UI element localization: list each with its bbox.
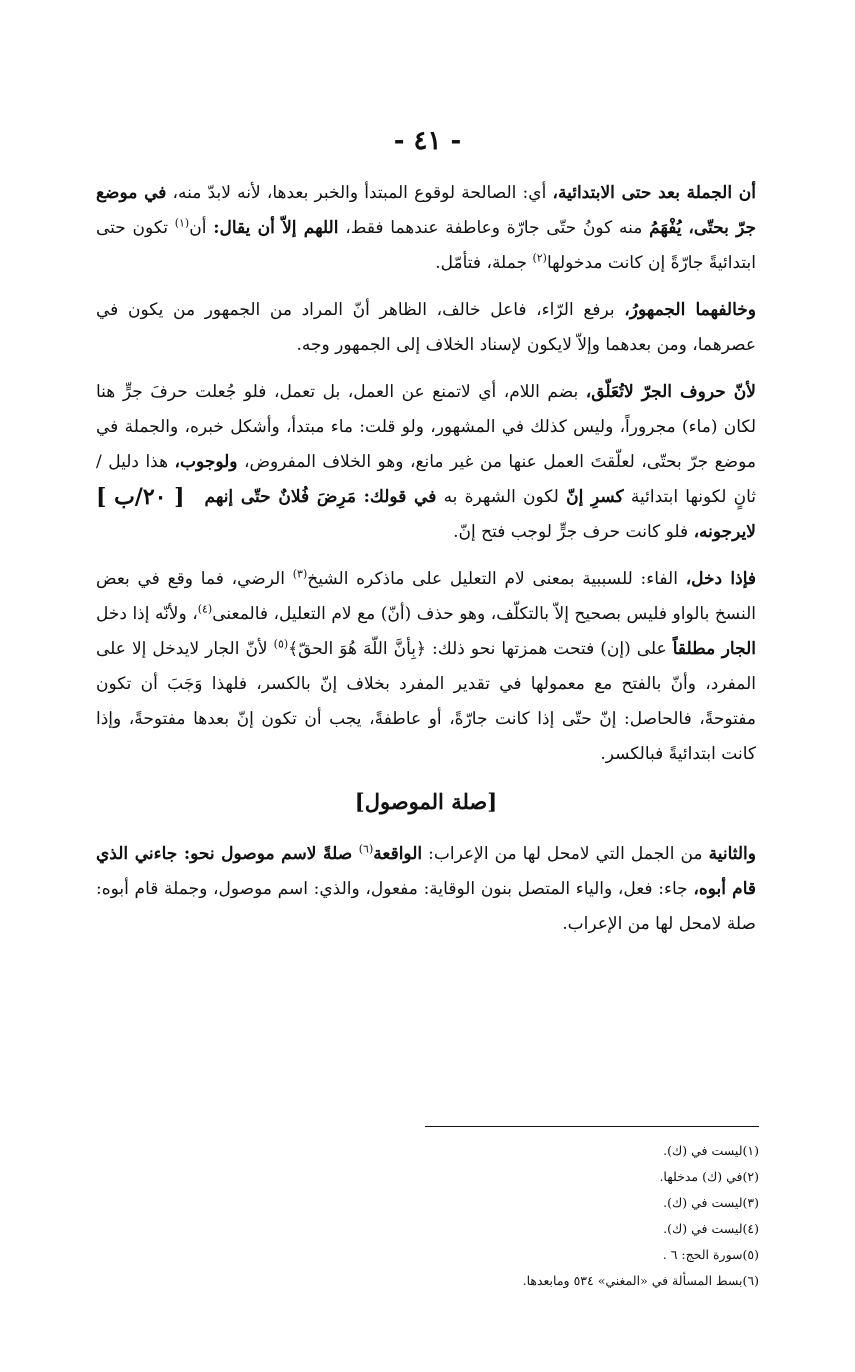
bold-term: كسرِ إنّ	[566, 487, 624, 507]
footnote: (٦)بسط المسألة في «المغني» ٥٣٤ ومابعدها.	[522, 1273, 759, 1288]
bold-term: فإذا دخل،	[685, 569, 756, 589]
text-run: أي: الصالحة لوقوع المبتدأ والخبر بعدها، لأنه لابدّ منه،	[166, 183, 553, 203]
bold-term: في موضع جرّ بحتّى،	[96, 183, 756, 238]
text-run: هذا دليل / ثانٍ لكونها ابتدائية	[96, 452, 756, 507]
section-heading: [صلة الموصول]	[354, 789, 498, 814]
text-run: بضم اللام، أي لاتمنع عن العمل، بل تعمل، فلو جُعلت حرفَ جرٍّ هنا لكان (ماء) مجروراً، وليس كذلك في المشهور، ولو قلت: ماء مبتدأ، وأشكل خبره، والجملة في موضع جرّ بحتّى، لعلّقتَ العمل عنها من غير مانع، وهو الخلاف المفروض،	[96, 382, 756, 472]
bold-term: والثانية	[708, 844, 756, 864]
text-run: الرضي، فما وقع في بعض النسخ بالواو فليس بصحيح إلاّ بالتكلّف، وهو حذف (أنّ) مع لام التعليل، فالمعنى	[96, 569, 757, 624]
text-run: الفاء: للسببية بمعنى لام التعليل على ماذكره الشيخ	[307, 569, 686, 589]
bold-term: وخالفهما الجمهورُ،	[624, 300, 756, 320]
paragraph	[96, 837, 756, 942]
footnote: (٥)سورة الحج: ٦ .	[662, 1247, 759, 1262]
footnote-divider	[425, 1126, 759, 1127]
text-run: جاء: فعل، والياء المتصل بنون الوقاية: مفعول، والذي: اسم موصول، وجملة قام أبوه: صلة لامحل لها من الإعراب.	[96, 879, 756, 934]
footnote-ref: (٣)	[292, 567, 308, 581]
footnote: (٣)ليست في (ك).	[663, 1195, 759, 1210]
paragraph	[96, 293, 756, 363]
paragraph	[96, 562, 756, 772]
bold-term: صلةً لاسم موصول نحو: جاءني الذي قام أبوه،	[96, 844, 756, 899]
text-run: برفع الرّاء، فاعل خالف، الظاهر أنّ المراد من الجمهور من يكون في عصرهما، ومن بعدهما وإلاّ لايكون لإسناد الخلاف إلى الجمهور وجه.	[96, 300, 756, 355]
text-run: من الجمل التي لامحل لها من الإعراب:	[422, 844, 709, 864]
paragraph	[96, 375, 756, 550]
footnote-ref: (٥)	[273, 637, 289, 651]
bold-term: لأنّ حروف الجرّ لاتُعَلّق،	[585, 382, 756, 402]
text-run: جملة، فتأمّل.	[435, 253, 533, 273]
paragraph	[96, 176, 756, 281]
bold-term: في قولك: مَرِضَ فُلانٌ حتّى إنهم لايرجونه،	[204, 487, 756, 542]
text-run: أن	[189, 218, 214, 238]
bold-term: يُفْهَمُ	[649, 218, 682, 238]
bold-term: الجار مطلقاً	[672, 639, 756, 659]
folio-marker: [ ٢٠/ب ]	[96, 484, 185, 510]
footnote: (٢)في (ك) مدخلها.	[659, 1169, 759, 1184]
bold-term: ولوجوب،	[174, 452, 238, 472]
footnote: (١)ليست في (ك).	[663, 1143, 759, 1158]
main-text	[96, 176, 756, 954]
text-run: فلو كانت حرف جرٍّ لوجب فتح إنّ.	[453, 522, 694, 542]
text-run: على (إن) فتحت همزتها نحو ذلك: ﴿بِأنَّ اللّهَ هُوَ الحقّ﴾	[288, 639, 673, 659]
footnote-ref: (٦)	[358, 842, 374, 856]
footnotes	[300, 1138, 759, 1294]
page-number: - ٤١ -	[393, 126, 462, 156]
text-run: لأنّ الجار لايدخل إلا على المفرد، وأنّ بالفتح مع معمولها في تقدير المفرد بخلاف إنّ بالكسر، فلهذا وَجَبَ أن تكون مفتوحةً، فالحاصل: إنّ حتّى إذا كانت جارّةً، أو عاطفةً، يجب أن تكون إنّ بعدها مفتوحةً، وإذا كانت ابتدائيةً فبالكسر.	[96, 639, 756, 764]
text-run: تكون حتى ابتدائيةً جارّةً إن كانت مدخولها	[96, 218, 756, 273]
text-run: ، ولأنّه إذا دخل	[96, 604, 198, 624]
footnote-ref: (٤)	[197, 602, 213, 616]
footnote: (٤)ليست في (ك).	[663, 1221, 759, 1236]
bold-term: اللهم إلاّ أن يقال:	[213, 218, 339, 238]
bold-term: أن الجملة بعد حتى الابتدائية،	[552, 183, 756, 203]
text-run: منه كونُ حتّى جارّة وعاطفة عندهما فقط،	[338, 218, 650, 238]
bold-term: الواقعة	[373, 844, 423, 864]
footnote-ref: (١)	[174, 216, 190, 230]
footnote-ref: (٢)	[532, 251, 547, 265]
text-run: لكون الشهرة به	[436, 487, 567, 507]
